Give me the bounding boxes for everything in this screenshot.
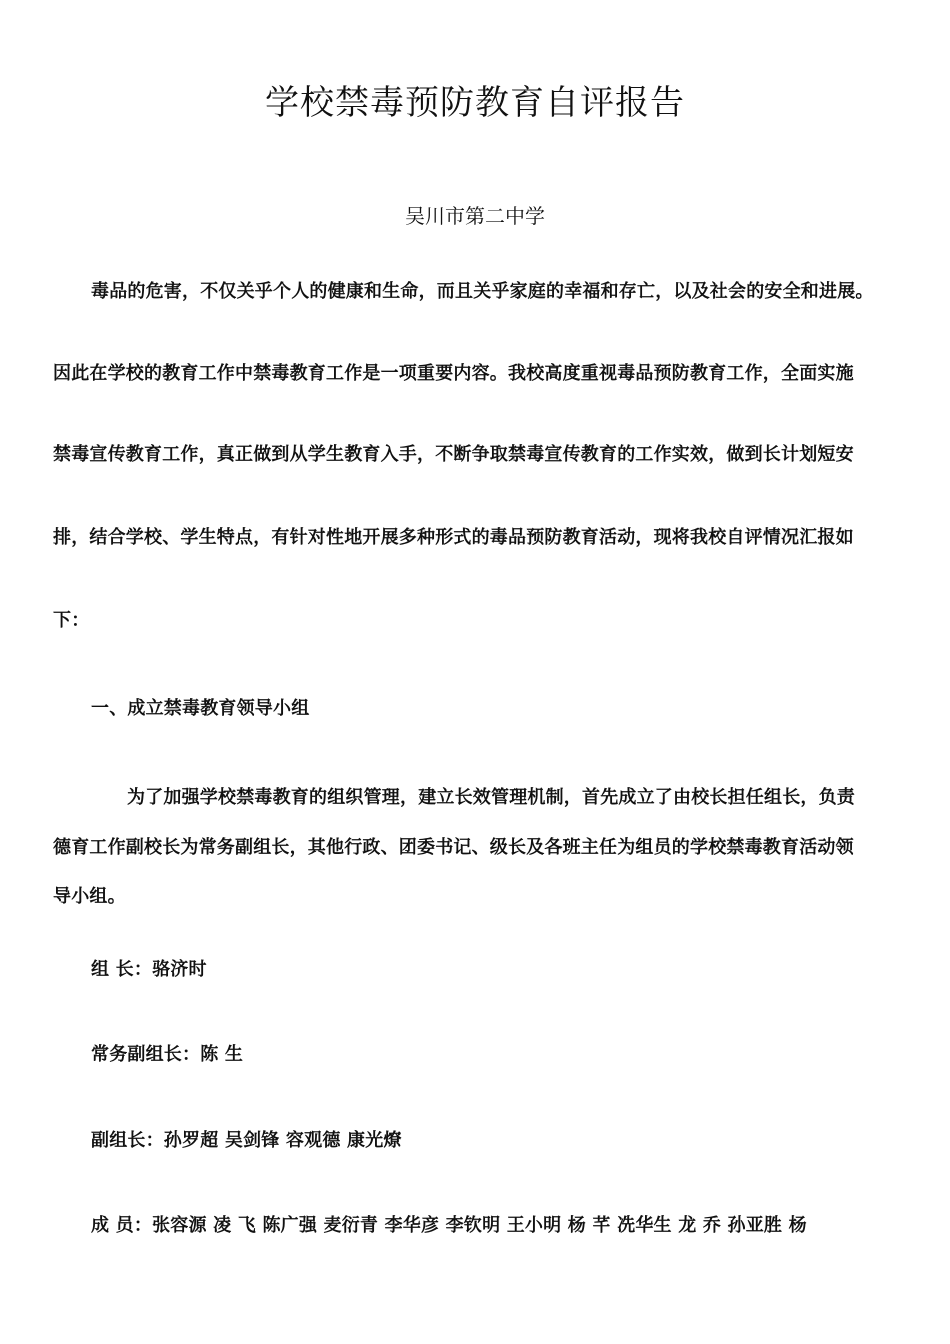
leader-line: 组 长：骆济时 [91,959,207,980]
section-line-2: 德育工作副校长为常务副组长，其他行政、团委书记、级长及各班主任为组员的学校禁毒教育活动领 [53,837,854,858]
intro-line-4: 排，结合学校、学生特点，有针对性地开展多种形式的毒品预防教育活动，现将我校自评情况汇报如 [53,527,854,548]
intro-line-1: 毒品的危害，不仅关乎个人的健康和生命，而且关乎家庭的幸福和存亡，以及社会的安全和进展。 [91,281,874,302]
intro-line-2: 因此在学校的教育工作中禁毒教育工作是一项重要内容。我校高度重视毒品预防教育工作，全面实施 [53,363,854,384]
section-line-3: 导小组。 [53,886,126,907]
school-name: 吴川市第二中学 [405,204,545,228]
intro-line-3: 禁毒宣传教育工作，真正做到从学生教育入手，不断争取禁毒宣传教育的工作实效，做到长计划短安 [53,444,854,465]
members-line: 成 员：张容源 凌 飞 陈广强 麦衍青 李华彦 李钦明 王小明 杨 芊 冼华生 龙 乔 孙亚胜 杨 [91,1215,807,1236]
section-heading: 一、成立禁毒教育领导小组 [91,698,310,719]
intro-line-5: 下： [53,610,90,631]
executive-deputy-line: 常务副组长：陈 生 [91,1044,244,1065]
deputies-line: 副组长：孙罗超 吴剑锋 容观德 康光燎 [91,1130,402,1151]
section-line-1: 为了加强学校禁毒教育的组织管理，建立长效管理机制，首先成立了由校长担任组长，负责 [127,787,855,808]
document-title: 学校禁毒预防教育自评报告 [265,83,685,123]
